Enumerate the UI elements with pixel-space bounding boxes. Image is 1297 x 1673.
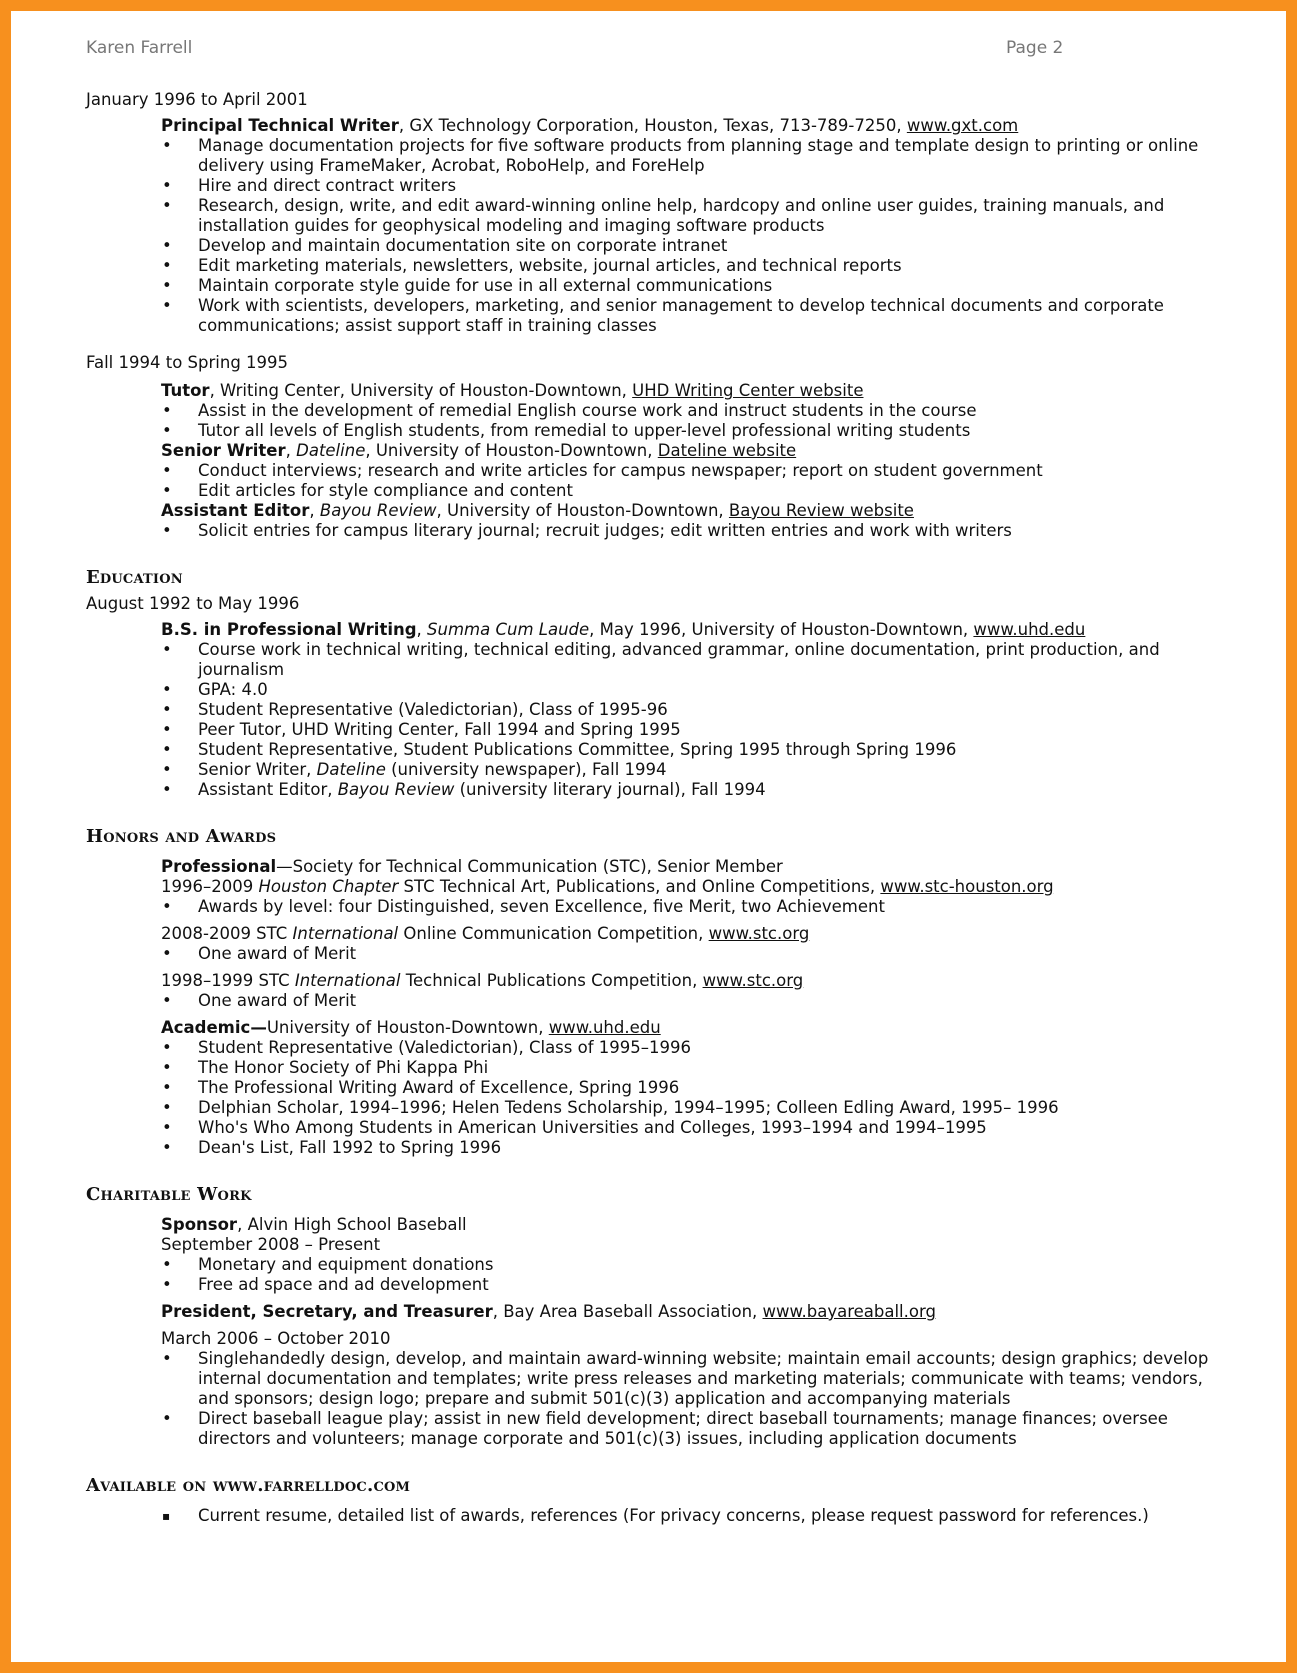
job-title-line — [161, 116, 1216, 136]
section-heading-available: Available on www.farrelldoc.com — [86, 1475, 411, 1496]
education-date: August 1992 to May 1996 — [86, 594, 300, 613]
bayou-review-link[interactable]: Bayou Review website — [728, 501, 914, 520]
professional-line: Professional—Society for Technical Communication (STC), Senior Member — [161, 857, 783, 876]
job-date: January 1996 to April 2001 — [86, 90, 308, 109]
list-item: • Dean's List, Fall 1992 to Spring 1996 — [161, 1138, 1216, 1158]
sponsor-bullets — [86, 1255, 1216, 1295]
stc-houston-link[interactable]: www.stc-houston.org — [880, 877, 1054, 896]
list-item: • Research, design, write, and edit award-winning online help, hardcopy and online user guides, training manuals, and installation guides for geophysical modeling and imaging software products — [161, 196, 1216, 236]
list-item: • One award of Merit — [161, 944, 1216, 964]
bayareaball-link[interactable]: www.bayareaball.org — [762, 1302, 936, 1321]
education-bullets — [86, 640, 1216, 800]
author-name: Karen Farrell — [86, 38, 193, 58]
sponsor-line: Sponsor, Alvin High School Baseball — [161, 1215, 467, 1234]
job-title-line: Assistant Editor, Bayou Review, University of Houston-Downtown, Bayou Review website — [161, 501, 914, 520]
list-item: • Free ad space and ad development — [161, 1275, 1216, 1295]
job-title: Senior Writer — [161, 441, 286, 460]
chapter-line: 1996–2009 Houston Chapter STC Technical Art, Publications, and Online Competitions, www.stc-houston.org — [161, 877, 1054, 896]
list-item: • Edit articles for style compliance and content — [161, 481, 1216, 501]
list-item: • Manage documentation projects for five software products from planning stage and template design to printing or online delivery using FrameMaker, Acrobat, RoboHelp, and ForeHelp — [161, 136, 1216, 176]
stc-link[interactable]: www.stc.org — [702, 971, 804, 990]
assistant-editor-bullets — [86, 521, 1216, 541]
list-item: • GPA: 4.0 — [161, 680, 1216, 700]
available-bullets — [86, 1506, 1216, 1526]
list-item: • Develop and maintain documentation site on corporate intranet — [161, 236, 1216, 256]
list-item: • Maintain corporate style guide for use in all external communications — [161, 276, 1216, 296]
job-title-line: Tutor, Writing Center, University of Houston-Downtown, UHD Writing Center website — [161, 381, 864, 400]
dateline-link[interactable]: Dateline website — [657, 441, 797, 460]
list-item: • Monetary and equipment donations — [161, 1255, 1216, 1275]
list-item: • Senior Writer, Dateline (university newspaper), Fall 1994 — [161, 760, 1216, 780]
intl-line-2: 1998–1999 STC International Technical Publications Competition, www.stc.org — [161, 971, 804, 990]
chapter-bullets — [86, 897, 1216, 917]
stc-link[interactable]: www.stc.org — [708, 924, 810, 943]
intl1-bullets — [86, 944, 1216, 964]
list-item: • One award of Merit — [161, 991, 1216, 1011]
sponsor-date: September 2008 – Present — [161, 1235, 381, 1254]
page-header — [86, 38, 1216, 68]
list-item: • Course work in technical writing, technical editing, advanced grammar, online documentation, print production, and journalism — [161, 640, 1216, 680]
list-item: • Student Representative, Student Publications Committee, Spring 1995 through Spring 1996 — [161, 740, 1216, 760]
list-item: • Peer Tutor, UHD Writing Center, Fall 1994 and Spring 1995 — [161, 720, 1216, 740]
list-item: • Conduct interviews; research and write articles for campus newspaper; report on student government — [161, 461, 1216, 481]
writing-center-link[interactable]: UHD Writing Center website — [632, 381, 864, 400]
list-item: • Assist in the development of remedial English course work and instruct students in the course — [161, 401, 1216, 421]
list-item: • Singlehandedly design, develop, and maintain award-winning website; maintain email accounts; design graphics; develop internal documentation and templates; write press releases and marketing materials; communicate with teams; vendors, and sponsors; design logo; prepare and submit 501(c)(3) application and accompanying materials — [161, 1349, 1216, 1409]
list-item: • Awards by level: four Distinguished, seven Excellence, five Merit, two Achievement — [161, 897, 1216, 917]
job1-bullets — [86, 136, 1216, 336]
list-item: • Direct baseball league play; assist in new field development; direct baseball tournaments; manage finances; oversee directors and volunteers; manage corporate and 501(c)(3) issues, including application documents — [161, 1409, 1216, 1449]
president-date: March 2006 – October 2010 — [161, 1329, 391, 1348]
section-heading-charitable: Charitable Work — [86, 1184, 252, 1205]
uhd-link[interactable]: www.uhd.edu — [973, 620, 1086, 639]
list-item: • Work with scientists, developers, marketing, and senior management to develop technical documents and corporate communications; assist support staff in training classes — [161, 296, 1216, 336]
resume-page — [86, 38, 1216, 1526]
degree: B.S. in Professional Writing — [161, 620, 417, 639]
job-title: Principal Technical Writer — [161, 116, 399, 135]
tutor-bullets — [86, 401, 1216, 441]
company-link[interactable]: www.gxt.com — [906, 116, 1019, 135]
senior-writer-bullets — [86, 461, 1216, 501]
president-line: President, Secretary, and Treasurer, Bay Area Baseball Association, www.bayareaball.org — [161, 1302, 936, 1321]
page-number: Page 2 — [1006, 38, 1064, 58]
list-item: • The Professional Writing Award of Excellence, Spring 1996 — [161, 1078, 1216, 1098]
list-item: • Student Representative (Valedictorian), Class of 1995-96 — [161, 700, 1216, 720]
job-org: , GX Technology Corporation, Houston, Texas, 713-789-7250, — [398, 116, 907, 135]
job-date: Fall 1994 to Spring 1995 — [86, 353, 289, 372]
section-heading-education: Education — [86, 567, 183, 588]
uhd-link[interactable]: www.uhd.edu — [548, 1018, 661, 1037]
list-item: • Delphian Scholar, 1994–1996; Helen Tedens Scholarship, 1994–1995; Colleen Edling Award, 1995– 1996 — [161, 1098, 1216, 1118]
intl-line-1: 2008-2009 STC International Online Communication Competition, www.stc.org — [161, 924, 810, 943]
list-item: • Student Representative (Valedictorian), Class of 1995–1996 — [161, 1038, 1216, 1058]
list-item: • Assistant Editor, Bayou Review (university literary journal), Fall 1994 — [161, 780, 1216, 800]
list-item: • Edit marketing materials, newsletters, website, journal articles, and technical reports — [161, 256, 1216, 276]
list-item: • Hire and direct contract writers — [161, 176, 1216, 196]
list-item: • Tutor all levels of English students, from remedial to upper-level professional writing students — [161, 421, 1216, 441]
degree-line: B.S. in Professional Writing, Summa Cum Laude, May 1996, University of Houston-Downtown, www.uhd.edu — [161, 620, 1086, 639]
list-item: • Who's Who Among Students in American Universities and Colleges, 1993–1994 and 1994–1995 — [161, 1118, 1216, 1138]
list-item: • Solicit entries for campus literary journal; recruit judges; edit written entries and work with writers — [161, 521, 1216, 541]
president-bullets — [86, 1349, 1216, 1449]
academic-bullets — [86, 1038, 1216, 1158]
intl2-bullets — [86, 991, 1216, 1011]
job-title: Assistant Editor — [161, 501, 310, 520]
section-heading-honors: Honors and Awards — [86, 826, 277, 847]
list-item: • The Honor Society of Phi Kappa Phi — [161, 1058, 1216, 1078]
job-title: Tutor — [161, 381, 210, 400]
list-item: ▪ Current resume, detailed list of awards, references (For privacy concerns, please request password for references.) — [161, 1506, 1216, 1526]
academic-line: Academic—University of Houston-Downtown, www.uhd.edu — [161, 1018, 661, 1037]
job-title-line: Senior Writer, Dateline, University of Houston-Downtown, Dateline website — [161, 441, 797, 460]
